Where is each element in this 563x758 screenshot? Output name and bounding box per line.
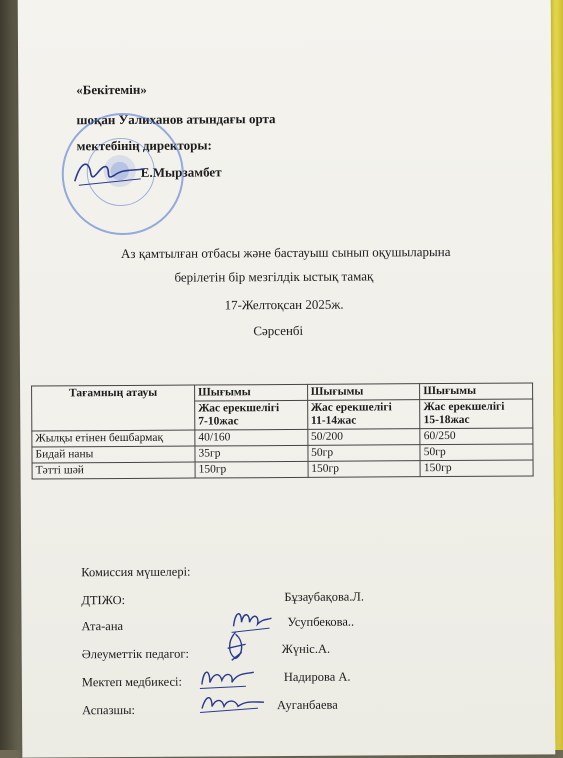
yield-cell: 150гр	[420, 460, 533, 477]
signature-icon	[198, 664, 258, 690]
doc-heading-line2: берілетін бір мезгілдік ыстық тамақ	[174, 268, 374, 285]
approval-position: мектебінің директоры:	[76, 137, 212, 154]
age-group-range: 7-10жас	[198, 415, 239, 428]
yield-cell: 50/200	[307, 429, 420, 446]
age-group-cell	[420, 399, 533, 429]
member-name: Жүніс.А.	[281, 641, 331, 657]
yield-cell: 60/250	[420, 428, 533, 445]
yield-cell: 35гр	[195, 445, 308, 462]
column-header-yield-1: Шығымы	[195, 384, 308, 401]
age-group-label: Жас ерекшелігі	[423, 400, 505, 414]
member-role: Әлеуметтік педагог:	[81, 646, 190, 662]
member-role: Ата-ана	[81, 619, 124, 634]
table-row	[32, 460, 533, 479]
yield-cell: 50гр	[308, 445, 421, 462]
member-role: Мектеп медбикесі:	[81, 674, 182, 690]
approval-school: шоқан Уалиханов атындағы орта	[76, 111, 276, 128]
doc-heading-line1: Аз қамтылған отбасы және бастауыш сынып оқушыларына	[120, 243, 451, 262]
doc-weekday: Сәрсенбі	[253, 322, 304, 339]
column-header-yield-2: Шығымы	[307, 384, 420, 401]
member-name: Бұзаубақова.Л.	[284, 589, 365, 605]
dish-name-cell: Бидай наны	[32, 446, 195, 463]
dish-name-cell: Жылқы етінен бешбармақ	[32, 430, 195, 447]
column-header-dish: Тағамның атауы	[32, 385, 195, 431]
dish-name-cell: Тәтті шәй	[32, 462, 195, 479]
age-group-range: 15-18жас	[423, 413, 470, 427]
age-group-cell	[307, 400, 420, 430]
member-name: Усупбекова..	[287, 614, 355, 629]
yield-cell: 40/160	[195, 429, 308, 446]
document-sheet	[18, 0, 556, 758]
director-name: Е.Мырзамбет	[140, 164, 222, 180]
yield-cell: 150гр	[308, 461, 421, 478]
signature-icon	[222, 630, 252, 664]
signature-icon	[198, 690, 268, 716]
column-header-yield-3: Шығымы	[420, 383, 533, 400]
commission-title: Комиссия мүшелері:	[81, 564, 191, 580]
approval-title: «Бекітемін»	[76, 81, 147, 98]
member-role: Аспазшы:	[82, 702, 136, 718]
member-name: Надирова А.	[283, 669, 351, 685]
member-role: ДТІЖО:	[81, 592, 126, 608]
director-signature-icon	[71, 153, 151, 193]
menu-table	[31, 382, 534, 479]
yield-cell: 150гр	[195, 461, 308, 478]
age-group-cell	[195, 400, 308, 430]
yield-cell: 50гр	[420, 444, 533, 461]
doc-date: 17-Желтоқсан 2025ж.	[224, 296, 344, 313]
member-name: Ауганбаева	[276, 697, 338, 713]
age-group-range: 11-14жас	[310, 414, 357, 427]
age-group-label: Жас ерекшелігі	[198, 402, 280, 415]
age-group-label: Жас ерекшелігі	[310, 401, 392, 414]
